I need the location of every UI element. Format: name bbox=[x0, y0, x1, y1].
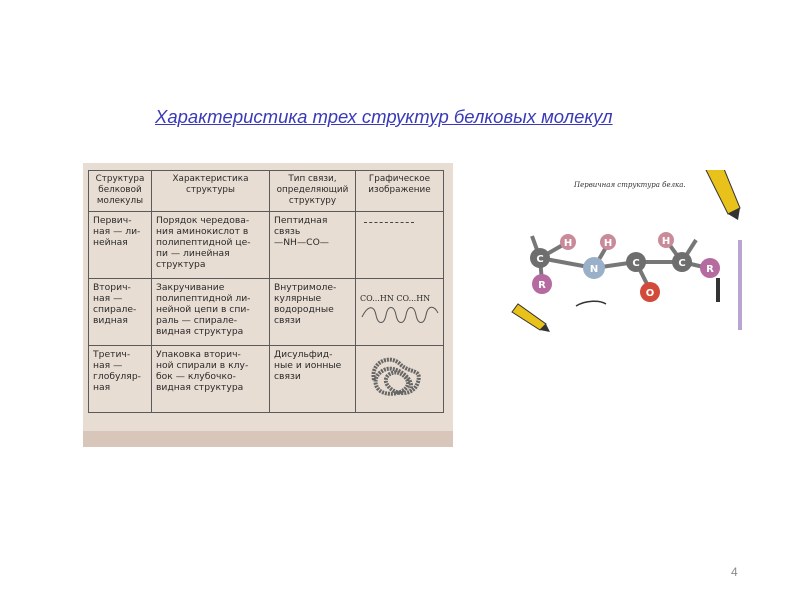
header-structure: Структура белковой молекулы bbox=[89, 171, 152, 212]
slide-title: Характеристика трех структур белковых молекул bbox=[155, 106, 613, 127]
header-graphic: Графическое изображение bbox=[356, 171, 444, 212]
row-bond: Пептидная связь —NH—CO— bbox=[270, 212, 356, 279]
atom-label: N bbox=[589, 264, 599, 275]
row-bond: Дисульфид- ные и ионные связи bbox=[270, 346, 356, 413]
table-row bbox=[89, 212, 444, 279]
tertiary-graphic-cell bbox=[356, 346, 444, 413]
atom-label: R bbox=[538, 280, 546, 291]
row-structure: Третич- ная — глобуляр- ная bbox=[89, 346, 152, 413]
atom-label: H bbox=[603, 238, 613, 249]
table-row bbox=[89, 346, 444, 413]
row-structure: Вторич- ная — спирале- видная bbox=[89, 279, 152, 346]
textbook-table-scan bbox=[83, 163, 453, 447]
atom-label: C bbox=[678, 258, 686, 269]
scan-shadow bbox=[83, 431, 453, 447]
atom-label: H bbox=[661, 236, 671, 247]
table-header-row bbox=[89, 171, 444, 212]
atom-label: R bbox=[706, 264, 714, 275]
row-structure: Первич- ная — ли- нейная bbox=[89, 212, 152, 279]
atom-label: C bbox=[536, 254, 544, 265]
primary-structure-molecule bbox=[510, 170, 750, 340]
row-characteristic: Упаковка вторич- ной спирали в клу- бок — клубочко- видная структура bbox=[152, 346, 270, 413]
molecule-caption: Первичная структура белка. bbox=[574, 181, 686, 189]
secondary-graphic-cell bbox=[356, 279, 444, 346]
atom-label: O bbox=[645, 288, 655, 299]
protein-structure-table bbox=[88, 170, 444, 413]
atom-label: C bbox=[632, 258, 640, 269]
globule-graphic bbox=[366, 350, 428, 400]
table-row bbox=[89, 279, 444, 346]
row-characteristic: Закручивание полипептидной ли- нейной цепи в спи- раль — спирале- видная структура bbox=[152, 279, 270, 346]
primary-graphic-cell bbox=[356, 212, 444, 279]
row-bond: Внутримоле- кулярные водородные связи bbox=[270, 279, 356, 346]
helix-graphic bbox=[360, 303, 440, 331]
page-number: 4 bbox=[731, 565, 738, 579]
pencil-icon bbox=[706, 170, 740, 220]
header-bond-type: Тип связи, определяющий структуру bbox=[270, 171, 356, 212]
linear-chain-graphic bbox=[364, 222, 414, 223]
hydrogen-bond-label: CO...HN CO...HN bbox=[360, 294, 431, 303]
header-characteristic: Характеристика структуры bbox=[152, 171, 270, 212]
atom-label: H bbox=[563, 238, 573, 249]
pencil-icon bbox=[512, 304, 550, 332]
row-characteristic: Порядок чередова- ния аминокислот в полипептидной це- пи — линейная структура bbox=[152, 212, 270, 279]
